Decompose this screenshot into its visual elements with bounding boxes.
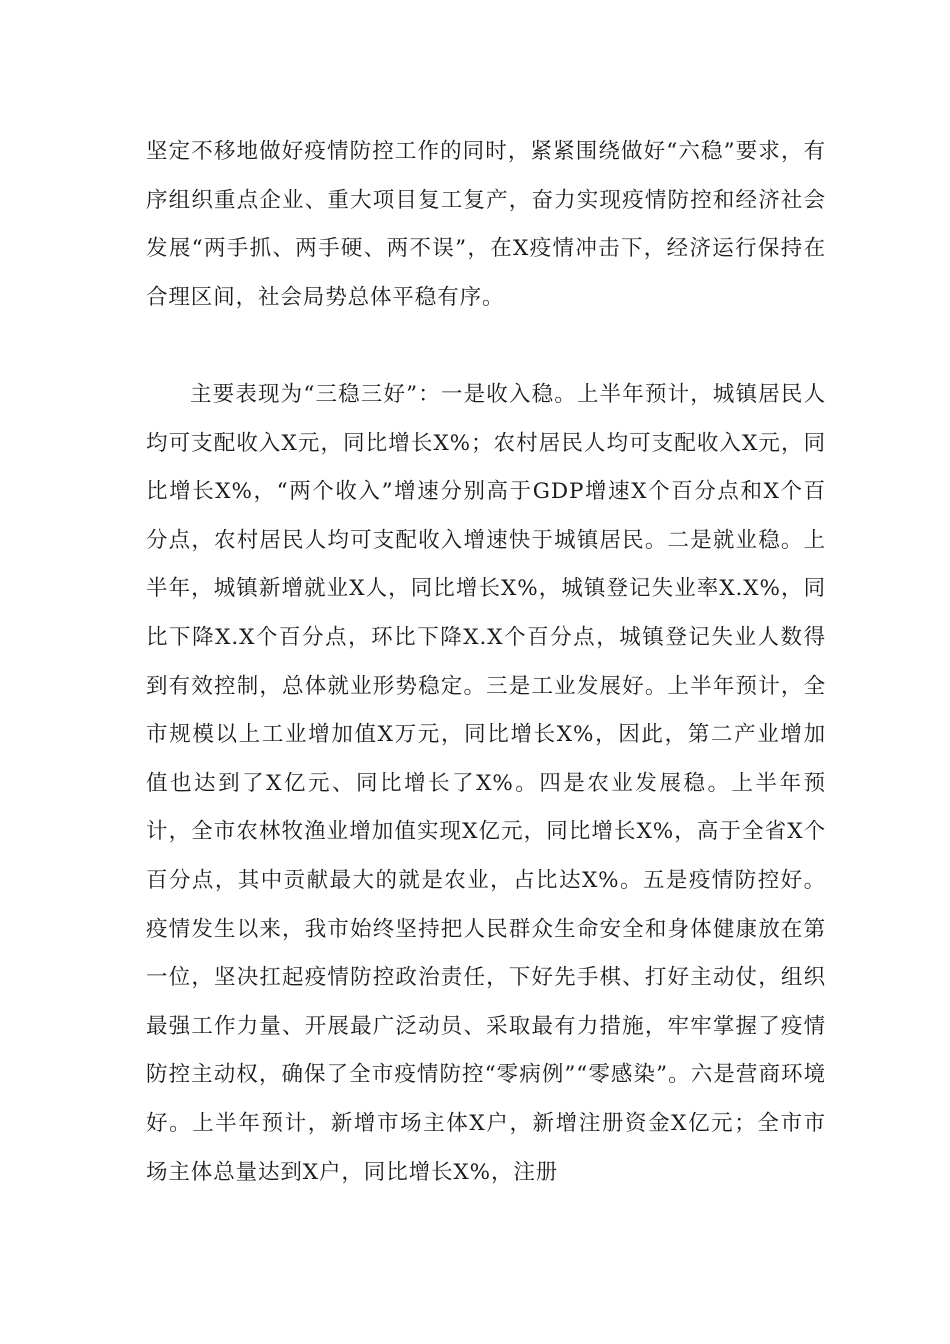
body-paragraph-1: 坚定不移地做好疫情防控工作的同时，紧紧围绕做好“六稳”要求，有序组织重点企业、重大项目复工复产，奋力实现疫情防控和经济社会发展“两手抓、两手硬、两不误”，在X疫情冲击下，经济运行保持在合理区间，社会局势总体平稳有序。 xyxy=(146,139,826,310)
body-paragraph-2: 主要表现为“三稳三好”：一是收入稳。上半年预计，城镇居民人均可支配收入X元，同比增长X%；农村居民人均可支配收入X元，同比增长X%，“两个收入”增速分别高于GDP增速X个百分点和X个百分点，农村居民人均可支配收入增速快于城镇居民。二是就业稳。上半年，城镇新增就业X人，同比增长X%，城镇登记失业率X.X%，同比下降X.X个百分点，环比下降X.X个百分点，城镇登记失业人数得到有效控制，总体就业形势稳定。三是工业发展好。上半年预计，全市规模以上工业增加值X万元，同比增长X%，因此，第二产业增加值也达到了X亿元、同比增长了X%。四是农业发展稳。上半年预计，全市农林牧渔业增加值实现X亿元，同比增长X%，高于全省X个百分点，其中贡献最大的就是农业，占比达X%。五是疫情防控好。疫情发生以来，我市始终坚持把人民群众生命安全和身体健康放在第一位，坚决扛起疫情防控政治责任，下好先手棋、打好主动仗，组织最强工作力量、开展最广泛动员、采取最有力措施，牢牢掌握了疫情防控主动权，确保了全市疫情防控“零病例”“零感染”。六是营商环境好。上半年预计，新增市场主体X户，新增注册资金X亿元；全市市场主体总量达到X户，同比增长X%，注册 xyxy=(146,382,826,1185)
